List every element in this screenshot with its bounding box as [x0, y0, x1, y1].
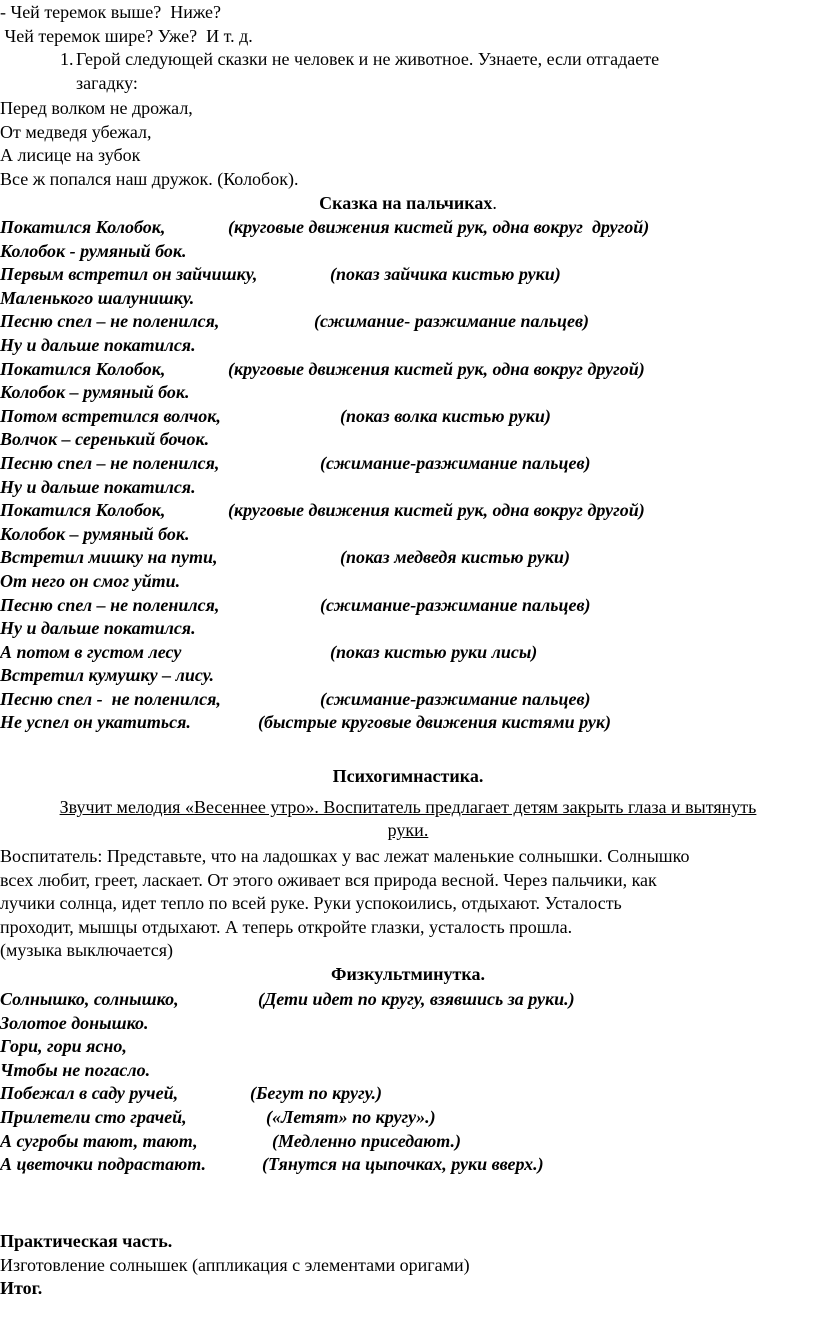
- finger-tale-line: [0, 405, 816, 429]
- intro-block: [0, 1, 816, 95]
- finger-tale-title: Сказка на пальчиках: [319, 193, 493, 213]
- fizminutka-line: [0, 988, 816, 1012]
- psycho-para-line: всех любит, греет, ласкает. От этого оживает вся природа весной. Через пальчики, как: [0, 869, 657, 890]
- fizminutka-line: [0, 1106, 816, 1130]
- psycho-instruction-line-2: руки.: [387, 820, 429, 840]
- verse-action: (сжимание-разжимание пальцев): [320, 688, 591, 709]
- finger-tale-title-suffix: .: [492, 193, 497, 213]
- verse-text: Колобок – румяный бок.: [0, 523, 190, 544]
- riddle-line: А лисице на зубок: [0, 145, 141, 166]
- verse-text: Колобок - румяный бок.: [0, 240, 187, 261]
- verse-text: Песню спел – не поленился,: [0, 311, 220, 332]
- finger-tale-heading: [0, 192, 816, 216]
- verse-action: (показ волка кистью руки): [340, 405, 551, 426]
- verse-action: (круговые движения кистей рук, одна вокруг другой): [228, 358, 645, 379]
- finger-tale-line: [0, 310, 816, 334]
- verse-text: Покатился Колобок,: [0, 358, 166, 379]
- intro-line-1: - Чей теремок выше? Ниже?: [0, 2, 222, 22]
- verse-text: Ну и дальше покатился.: [0, 618, 196, 639]
- fizminutka-line: [0, 1153, 816, 1177]
- verse-text: Покатился Колобок,: [0, 217, 166, 237]
- verse-text: От него он смог уйти.: [0, 570, 181, 591]
- fizminutka-line: [0, 1082, 816, 1106]
- verse-text: Колобок – румяный бок.: [0, 382, 190, 403]
- intro-line-2: Чей теремок шире? Уже? И т. д.: [0, 25, 253, 46]
- verse-action: (показ медведя кистью руки): [340, 547, 570, 568]
- verse-action: (Медленно приседают.): [272, 1130, 462, 1151]
- verse-text: Покатился Колобок,: [0, 500, 166, 521]
- verse-action: (сжимание- разжимание пальцев): [314, 311, 589, 332]
- fizminutka-heading: [0, 963, 816, 987]
- verse-text: Не успел он укатиться.: [0, 712, 191, 733]
- verse-text: Золотое донышко.: [0, 1012, 149, 1033]
- verse-text: Песню спел - не поленился,: [0, 688, 221, 709]
- finger-tale-line: [0, 381, 816, 405]
- finger-tale-line: [0, 287, 816, 311]
- finger-tale-line: [0, 617, 816, 641]
- verse-action: (показ зайчика кистью руки): [330, 264, 561, 285]
- finger-tale-line: [0, 523, 816, 547]
- verse-text: Гори, гори ясно,: [0, 1036, 127, 1057]
- finger-tale-verses: [0, 216, 816, 735]
- finger-tale-line: [0, 263, 816, 287]
- verse-action: (сжимание-разжимание пальцев): [320, 594, 591, 615]
- finger-tale-line: [0, 216, 816, 240]
- verse-text: Прилетели сто грачей,: [0, 1106, 187, 1127]
- verse-text: Встретил кумушку – лису.: [0, 665, 215, 686]
- verse-text: Солнышко, солнышко,: [0, 989, 179, 1009]
- riddle-line: От медведя убежал,: [0, 121, 152, 142]
- verse-text: Первым встретил он зайчишку,: [0, 264, 258, 285]
- verse-action: (круговые движения кистей рук, одна вокруг другой): [228, 500, 645, 521]
- verse-text: Песню спел – не поленился,: [0, 452, 220, 473]
- psycho-heading: [0, 765, 816, 789]
- verse-text: Побежал в саду ручей,: [0, 1083, 179, 1104]
- finger-tale-line: [0, 476, 816, 500]
- psycho-paragraph: [0, 845, 816, 963]
- psycho-para-line: лучики солнца, идет тепло по всей руке. Руки успокоились, отдыхают. Усталость: [0, 893, 622, 914]
- verse-action: (быстрые круговые движения кистями рук): [258, 712, 611, 733]
- finger-tale-line: [0, 499, 816, 523]
- verse-text: А цветочки подрастают.: [0, 1154, 207, 1175]
- psycho-para-line: Воспитатель: Представьте, что на ладошках у вас лежат маленькие солнышки. Солнышко: [0, 846, 690, 866]
- verse-text: Песню спел – не поленился,: [0, 594, 220, 615]
- riddle-line: Перед волком не дрожал,: [0, 98, 193, 118]
- item-text-1: Герой следующей сказки не человек и не животное. Узнаете, если отгадаете: [76, 49, 660, 70]
- verse-action: (Тянутся на цыпочках, руки вверх.): [262, 1154, 544, 1175]
- fizminutka-line: [0, 1130, 816, 1154]
- psycho-title: Психогимнастика.: [332, 766, 484, 786]
- finger-tale-line: [0, 688, 816, 712]
- psycho-para-line: проходит, мышцы отдыхают. А теперь откройте глазки, усталость прошла.: [0, 916, 573, 937]
- finger-tale-line: [0, 594, 816, 618]
- riddle-line: Все ж попался наш дружок. (Колобок).: [0, 168, 299, 189]
- fizminutka-line: [0, 1059, 816, 1083]
- verse-text: Ну и дальше покатился.: [0, 476, 196, 497]
- psycho-instruction-line-1: Звучит мелодия «Весеннее утро». Воспитатель предлагает детям закрыть глаза и вытянуть: [59, 797, 757, 817]
- finger-tale-line: [0, 546, 816, 570]
- fizminutka-line: [0, 1035, 816, 1059]
- psycho-para-line: (музыка выключается): [0, 940, 174, 961]
- verse-action: («Летят» по кругу».): [266, 1106, 436, 1127]
- verse-text: А потом в густом лесу: [0, 641, 182, 662]
- item-text-2: загадку:: [76, 72, 138, 93]
- verse-action: (Бегут по кругу.): [250, 1083, 382, 1104]
- verse-text: Волчок – серенький бочок.: [0, 429, 210, 450]
- finger-tale-line: [0, 240, 816, 264]
- riddle-block: [0, 97, 298, 191]
- verse-action: (круговые движения кистей рук, одна вокруг другой): [228, 217, 650, 237]
- psycho-instruction: [0, 796, 816, 842]
- finger-tale-line: [0, 358, 816, 382]
- finger-tale-line: [0, 711, 816, 735]
- practice-text: Изготовление солнышек (аппликация с элементами оригами): [0, 1254, 470, 1275]
- verse-text: Ну и дальше покатился.: [0, 334, 196, 355]
- verse-text: Маленького шалунишку.: [0, 287, 195, 308]
- finger-tale-line: [0, 428, 816, 452]
- finger-tale-line: [0, 570, 816, 594]
- verse-text: Встретил мишку на пути,: [0, 547, 218, 568]
- numbered-item: [0, 48, 776, 95]
- finger-tale-line: [0, 641, 816, 665]
- fizminutka-line: [0, 1012, 816, 1036]
- verse-text: Потом встретился волчок,: [0, 405, 221, 426]
- verse-text: А сугробы тают, тают,: [0, 1130, 198, 1151]
- practice-title: Практическая часть.: [0, 1231, 173, 1251]
- finger-tale-line: [0, 452, 816, 476]
- finger-tale-line: [0, 664, 816, 688]
- practice-block: [0, 1230, 816, 1301]
- fizminutka-title: Физкультминутка.: [331, 964, 485, 984]
- verse-action: (сжимание-разжимание пальцев): [320, 452, 591, 473]
- verse-action: (показ кистью руки лисы): [330, 641, 538, 662]
- fizminutka-verses: [0, 988, 816, 1177]
- verse-text: Чтобы не погасло.: [0, 1059, 151, 1080]
- finger-tale-line: [0, 334, 816, 358]
- summary-title: Итог.: [0, 1278, 43, 1299]
- item-number: 1.: [60, 49, 74, 70]
- verse-action: (Дети идет по кругу, взявшись за руки.): [258, 989, 575, 1009]
